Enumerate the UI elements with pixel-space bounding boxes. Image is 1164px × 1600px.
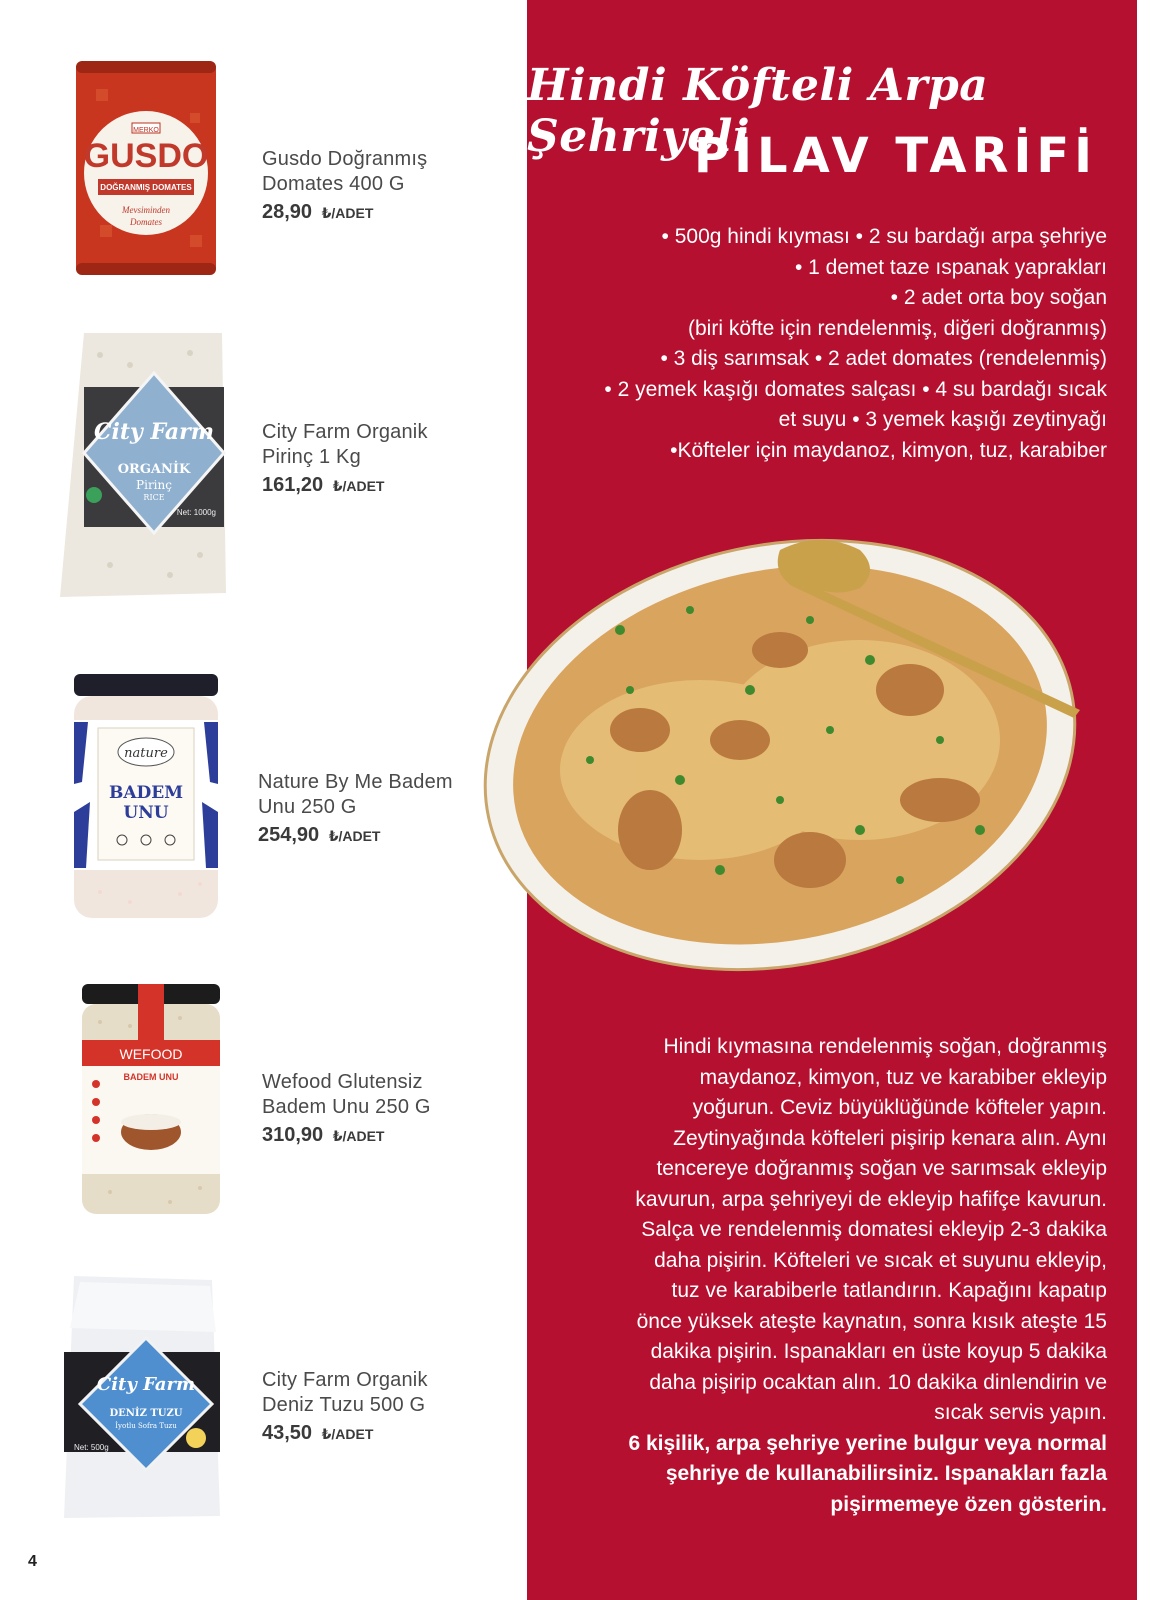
rice-label-text: ORGANİK xyxy=(117,462,191,477)
ingredient-line: (biri köfte için rendelenmiş, diğeri doğranmış) xyxy=(687,316,1107,340)
jar-brand-text: WEFOOD xyxy=(119,1046,183,1062)
product-name-line-1: City Farm Organik xyxy=(262,1369,428,1391)
currency-symbol: ₺ xyxy=(328,828,339,844)
product-image-almond-flour-jar xyxy=(40,982,240,1232)
ingredient-line: • 2 yemek kaşığı domates salçası • 4 su bardağı sıcak xyxy=(604,377,1107,401)
method-line: tuz ve karabiberle tatlandırın. Kapağını kapatıp xyxy=(671,1279,1107,1302)
method-line: sıcak servis yapın. xyxy=(934,1401,1107,1424)
can-tagline-1: Mevsiminden xyxy=(122,205,170,215)
product-card[interactable] xyxy=(40,672,480,932)
tip-line: pişirmemeye özen gösterin. xyxy=(830,1492,1107,1516)
product-price xyxy=(258,824,453,847)
currency-symbol: ₺ xyxy=(321,1426,332,1442)
price-value: 310,90 xyxy=(262,1124,324,1146)
product-price xyxy=(262,201,427,224)
method-line: tencereye doğranmış soğan ve sarımsak ekleyip xyxy=(656,1157,1107,1180)
product-name-line-1: City Farm Organik xyxy=(262,421,428,443)
salt-label-text: DENİZ TUZU xyxy=(109,1408,183,1419)
method-line: önce yüksek ateşte kaynatın, sonra kısık ateşte 15 xyxy=(636,1309,1107,1333)
can-maker-text: MERKO xyxy=(133,127,159,134)
product-price xyxy=(262,1124,431,1147)
method-line: kavurun, arpa şehriyeyi de ekleyip hafifçe kavurun. xyxy=(635,1187,1107,1211)
method-line: Hindi kıymasına rendelenmiş soğan, doğranmış xyxy=(663,1035,1107,1058)
method-line: Zeytinyağında köfteleri pişirip kenara alın. Aynı xyxy=(673,1126,1107,1150)
product-info xyxy=(262,147,427,224)
method-text xyxy=(547,1032,1107,1520)
price-value: 28,90 xyxy=(262,201,313,223)
method-line: daha pişirin. Köfteleri ve sıcak et suyunu ekleyip, xyxy=(654,1248,1107,1272)
currency-symbol: ₺ xyxy=(332,1128,343,1144)
product-price xyxy=(262,474,428,497)
product-image-almond-flour-jar xyxy=(40,672,240,932)
product-card[interactable] xyxy=(40,325,480,605)
price-value: 161,20 xyxy=(262,474,324,496)
product-card[interactable] xyxy=(40,1272,480,1522)
unit-label: /ADET xyxy=(331,205,374,221)
method-line: dakika pişirin. Ispanakları en üste koyup 5 dakika xyxy=(650,1340,1107,1363)
salt-net-text: Net: 500g xyxy=(74,1443,109,1452)
jar-brand-text: nature xyxy=(124,746,168,761)
unit-label: /ADET xyxy=(338,828,381,844)
currency-symbol: ₺ xyxy=(332,478,343,494)
product-card[interactable] xyxy=(40,982,480,1232)
product-image-salt-pack xyxy=(40,1272,240,1522)
pilaf-dish-image xyxy=(480,510,1080,1000)
salt-sub-text: İyotlu Sofra Tuzu xyxy=(115,1422,177,1430)
price-value: 43,50 xyxy=(262,1422,313,1444)
currency-symbol: ₺ xyxy=(321,205,332,221)
salt-brand-text: City Farm xyxy=(96,1374,196,1395)
rice-sub-text: Pirinç xyxy=(136,478,172,492)
product-name-line-1: Nature By Me Badem xyxy=(258,771,453,793)
product-info xyxy=(258,770,453,847)
recipe-title-main: PİLAV TARİFİ xyxy=(693,128,1097,184)
ingredient-line: • 500g hindi kıyması • 2 su bardağı arpa şehriye xyxy=(661,225,1107,248)
ingredient-line: • 2 adet orta boy soğan xyxy=(890,286,1107,309)
product-info xyxy=(262,1368,428,1445)
product-card[interactable] xyxy=(40,55,480,285)
product-name-line-1: Wefood Glutensiz xyxy=(262,1071,423,1093)
product-image-rice-pack xyxy=(40,325,240,605)
ingredient-line: •Köfteler için maydanoz, kimyon, tuz, karabiber xyxy=(670,438,1107,462)
ingredients-list xyxy=(547,222,1107,466)
unit-label: /ADET xyxy=(342,1128,385,1144)
jar-label-text: BADEM UNU xyxy=(123,1072,179,1082)
method-line: maydanoz, kimyon, tuz ve karabiber ekleyip xyxy=(699,1065,1107,1089)
product-name-line-2: Unu 250 G xyxy=(258,796,357,818)
product-info xyxy=(262,420,428,497)
product-name-line-1: Gusdo Doğranmış xyxy=(262,148,428,170)
product-name-line-2: Domates 400 G xyxy=(262,173,405,195)
tip-line: şehriye de kullanabilirsiniz. Ispanakları fazla xyxy=(665,1462,1107,1485)
jar-label-2: UNU xyxy=(123,803,169,823)
recipe-title-script: Hindi Köfteli Arpa Şehriyeli xyxy=(527,60,989,162)
product-info xyxy=(262,1070,431,1147)
ingredient-line: et suyu • 3 yemek kaşığı zeytinyağı xyxy=(778,408,1107,431)
product-name-line-2: Pirinç 1 Kg xyxy=(262,446,361,468)
unit-label: /ADET xyxy=(331,1426,374,1442)
jar-label-1: BADEM xyxy=(108,783,184,803)
product-image-tomato-can xyxy=(40,55,240,285)
rice-brand-text: City Farm xyxy=(93,419,215,445)
product-name-line-2: Badem Unu 250 G xyxy=(262,1096,431,1118)
rice-sub-text-2: RICE xyxy=(143,493,165,502)
method-line: yoğurun. Ceviz büyüklüğünde köfteler yapın. xyxy=(692,1096,1107,1119)
product-name-line-2: Deniz Tuzu 500 G xyxy=(262,1394,426,1416)
method-line: Salça ve rendelenmiş domatesi ekleyip 2-3 dakika xyxy=(641,1218,1107,1241)
rice-net-text: Net: 1000g xyxy=(176,508,216,517)
can-tagline-2: Domates xyxy=(130,217,162,227)
can-label-text: DOĞRANMIŞ DOMATES xyxy=(100,183,192,192)
tip-line: 6 kişilik, arpa şehriye yerine bulgur veya normal xyxy=(628,1431,1107,1455)
unit-label: /ADET xyxy=(342,478,385,494)
product-price xyxy=(262,1422,428,1445)
price-value: 254,90 xyxy=(258,824,320,846)
ingredient-line: • 1 demet taze ıspanak yaprakları xyxy=(794,255,1107,279)
ingredient-line: • 3 diş sarımsak • 2 adet domates (rendelenmiş) xyxy=(660,347,1107,370)
can-brand-text: GUSDO xyxy=(83,137,209,175)
method-line: daha pişirip ocaktan alın. 10 dakika dinlendirin ve xyxy=(649,1370,1107,1394)
page-number: 4 xyxy=(28,1553,37,1570)
